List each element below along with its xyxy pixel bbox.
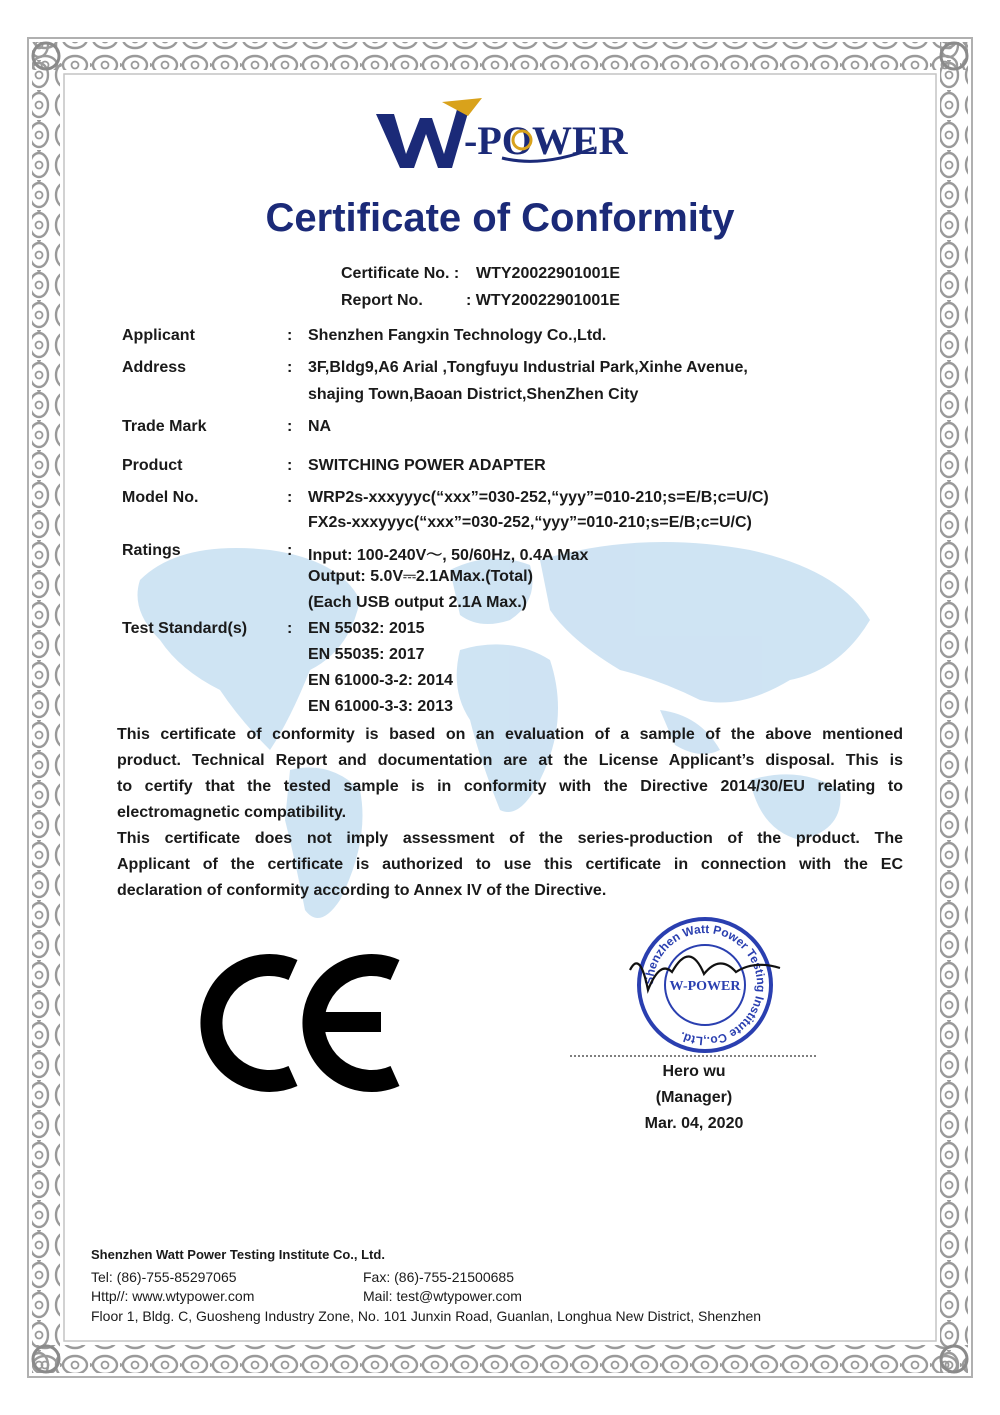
paragraph-line: electromagnetic compatibility. — [117, 804, 347, 821]
company-stamp — [620, 910, 790, 1060]
page-title: Certificate of Conformity — [265, 196, 735, 240]
footer-tel: Tel: (86)-755-85297065 — [91, 1269, 237, 1285]
trade-mark-label: Trade Mark — [122, 418, 207, 435]
paragraph-line: This certificate does not imply assessment of the series-production of the product. The — [117, 830, 903, 847]
stamp-center-text: W-POWER — [669, 979, 741, 994]
trade-mark-value: NA — [308, 418, 332, 435]
product-value: SWITCHING POWER ADAPTER — [308, 457, 546, 474]
standards-label: Test Standard(s) — [122, 620, 248, 637]
product-label: Product — [122, 457, 183, 474]
model-line2: FX2s-xxxyyyc(“xxx”=030-252,“yyy”=010-210;s=E/B;c=U/C) — [308, 514, 752, 531]
paragraph-line: to certify that the tested sample is in conformity with the Directive 2014/30/EU relating to — [117, 778, 903, 795]
standard-item: EN 55032: 2015 — [308, 620, 425, 637]
signature-line — [570, 1054, 818, 1058]
colon: : — [287, 418, 293, 435]
address-label: Address — [122, 359, 187, 376]
ratings-usb: (Each USB output 2.1A Max.) — [308, 594, 527, 611]
standard-item: EN 55035: 2017 — [308, 646, 425, 663]
ce-mark-icon — [205, 948, 405, 1098]
colon: : — [287, 489, 293, 506]
address-line1: 3F,Bldg9,A6 Arial ,Tongfuyu Industrial Park,Xinhe Avenue, — [308, 359, 748, 376]
signatory-role: (Manager) — [655, 1089, 733, 1106]
w-power-logo — [372, 96, 628, 174]
paragraph-line: product. Technical Report and documentation are at the License Applicant’s disposal. This is — [117, 752, 903, 769]
footer-company: Shenzhen Watt Power Testing Institute Co., Ltd. — [91, 1247, 385, 1262]
colon: : — [287, 620, 293, 637]
report-no-value: : WTY20022901001E — [466, 292, 620, 309]
logo-text-tail: WER — [532, 118, 628, 163]
colon: : — [287, 457, 293, 474]
footer-fax: Fax: (86)-755-21500685 — [363, 1269, 514, 1285]
address-line2: shajing Town,Baoan District,ShenZhen City — [308, 386, 639, 403]
report-no-label: Report No. — [341, 292, 423, 309]
stamp-ring-text: Shenzhen Watt Power Testing Institute Co.,Ltd. — [641, 921, 769, 1049]
applicant-value: Shenzhen Fangxin Technology Co.,Ltd. — [308, 327, 607, 344]
paragraph-line: Applicant of the certificate is authorized to use this certificate in connection with the EC — [117, 856, 903, 873]
footer-address: Floor 1, Bldg. C, Guosheng Industry Zone, No. 101 Junxin Road, Guanlan, Longhua New District, Shenzhen — [91, 1308, 762, 1324]
signatory-name: Hero wu — [662, 1063, 726, 1080]
ratings-input: Input: 100-240V～, 50/60Hz, 0.4A Max — [308, 547, 589, 564]
cert-no-value: WTY20022901001E — [476, 265, 621, 282]
footer-web: Http//: www.wtypower.com — [91, 1288, 255, 1304]
colon: : — [287, 542, 293, 559]
ratings-label: Ratings — [122, 542, 181, 559]
standard-item: EN 61000-3-2: 2014 — [308, 672, 453, 689]
model-line1: WRP2s-xxxyyyc(“xxx”=030-252,“yyy”=010-210;s=E/B;c=U/C) — [308, 489, 769, 506]
applicant-label: Applicant — [122, 327, 195, 344]
cert-no-label: Certificate No. : — [341, 265, 460, 282]
paragraph-line: This certificate of conformity is based on an evaluation of a sample of the above mentioned — [117, 726, 903, 743]
ratings-output: Output: 5.0V⎓2.1AMax.(Total) — [308, 568, 533, 585]
colon: : — [287, 327, 293, 344]
colon: : — [287, 359, 293, 376]
paragraph-line: declaration of conformity according to Annex IV of the Directive. — [117, 882, 607, 899]
standard-item: EN 61000-3-3: 2013 — [308, 698, 453, 715]
footer-mail: Mail: test@wtypower.com — [363, 1288, 522, 1304]
logo-text: -PO — [464, 118, 533, 163]
signatory-date: Mar. 04, 2020 — [644, 1115, 744, 1132]
model-label: Model No. — [122, 489, 199, 506]
